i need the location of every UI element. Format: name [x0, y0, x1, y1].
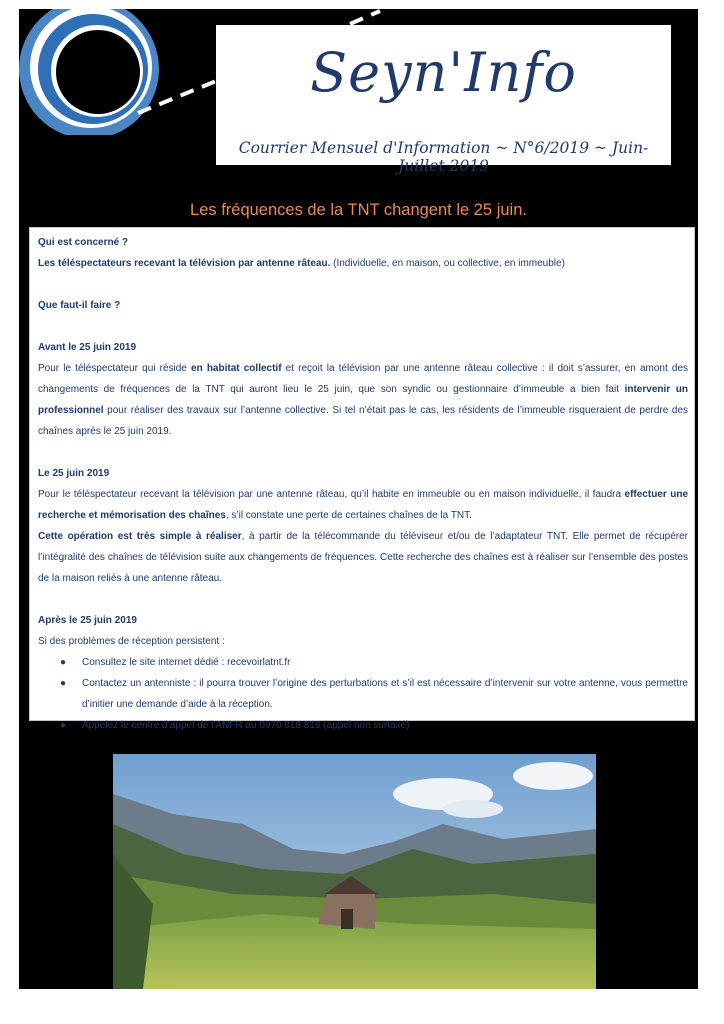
masthead [216, 25, 671, 175]
section-heading-apres: Après le 25 juin 2019 [38, 615, 137, 626]
article-headline: Les fréquences de la TNT changent le 25 juin. [190, 201, 527, 219]
masthead-title: Seyn'Info [310, 41, 577, 104]
question-who: Qui est concerné ? [38, 237, 129, 248]
list-item: ● Appelez le centre d’appel de l’ANFR au 0970 818 818 (appel non surtaxé) [82, 715, 688, 736]
paragraph-avant: Pour le téléspectateur qui réside en habitat collectif et reçoit la télévision par une antenne râteau collective : il doit s’assurer, en amont des changements de fréquences de la TNT qui auront lieu le 25 juin, que son syndic ou gestionnaire d’immeuble a bien fait intervenir un professionnel pour réaliser des travaux sur l’antenne collective. Si tel n’était pas le cas, les résidents de l’immeuble risqueraient de perdre des chaînes après le 25 juin 2019. [38, 363, 689, 437]
paragraph-apres-intro: Si des problèmes de réception persistent : [38, 636, 225, 647]
masthead-subtitle: Courrier Mensuel d'Information ~ N°6/2019 ~ Juin- Juillet 2019 [238, 139, 649, 175]
logo-circle-icon [19, 9, 161, 135]
bullet-list [38, 652, 688, 736]
list-item: ● Consultez le site internet dédié : recevoirlatnt.fr [82, 652, 688, 673]
paragraph-le25-operation: Cette opération est très simple à réaliser, à partir de la télécommande du téléviseur et/ou de l’adaptateur TNT. Elle permet de récupérer l’intégralité des chaînes de télévision suite aux changements de fréquences. Cette recherche des chaînes est à réaliser sur l’ensemble des postes de la maison reliés à une antenne râteau. [38, 531, 688, 584]
bullet-icon: ● [60, 657, 67, 668]
section-heading-le25: Le 25 juin 2019 [38, 468, 110, 479]
landscape-photo [113, 754, 596, 989]
article-body [38, 232, 688, 736]
bullet-icon: ● [60, 678, 67, 689]
bullet-icon: ● [60, 720, 67, 731]
section-heading-avant: Avant le 25 juin 2019 [38, 342, 137, 353]
list-item: ● Contactez un antenniste : il pourra trouver l’origine des perturbations et s’il est nécessaire d’intervenir sur votre antenne, vous permettre d’initier une demande d’aide à la réception. [82, 673, 688, 715]
article-box [29, 227, 695, 731]
question-what: Que faut-il faire ? [38, 300, 121, 311]
answer-who: Les téléspectateurs recevant la télévision par antenne râteau. (Individuelle, en maison, ou collective, en immeuble) [38, 258, 565, 269]
paragraph-le25: Pour le téléspectateur recevant la télévision par une antenne râteau, qu’il habite en immeuble ou en maison individuelle, il faudra effectuer une recherche et mémorisation des chaînes, s’il constate une perte de certaines chaînes de la TNT. [38, 489, 689, 521]
